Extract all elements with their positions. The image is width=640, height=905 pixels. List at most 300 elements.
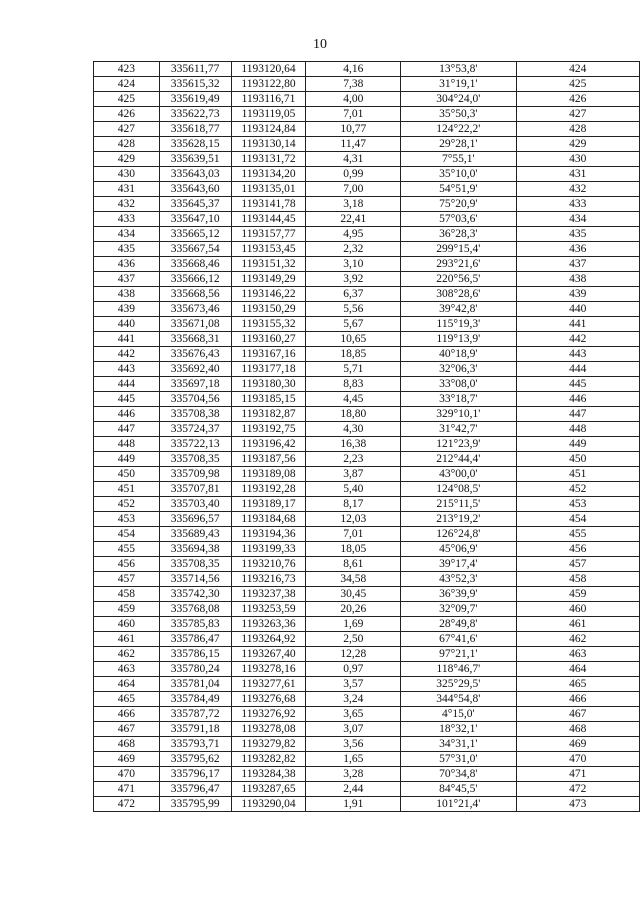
y-coordinate-cell: 1193180,30	[231, 377, 306, 392]
bearing-cell: 75°20,9'	[401, 197, 517, 212]
x-coordinate-cell: 335694,38	[159, 542, 231, 557]
y-coordinate-cell: 1193253,59	[231, 602, 306, 617]
x-coordinate-cell: 335786,47	[159, 632, 231, 647]
table-row	[94, 677, 640, 692]
next-point-cell: 428	[516, 122, 639, 137]
table-row	[94, 167, 640, 182]
next-point-cell: 460	[516, 602, 639, 617]
bearing-cell: 67°41,6'	[401, 632, 517, 647]
next-point-cell: 468	[516, 722, 639, 737]
bearing-cell: 329°10,1'	[401, 407, 517, 422]
x-coordinate-cell: 335668,56	[159, 287, 231, 302]
point-number-cell: 463	[94, 662, 160, 677]
bearing-cell: 33°18,7'	[401, 392, 517, 407]
point-number-cell: 447	[94, 422, 160, 437]
point-number-cell: 452	[94, 497, 160, 512]
table-row	[94, 512, 640, 527]
x-coordinate-cell: 335618,77	[159, 122, 231, 137]
table-row	[94, 77, 640, 92]
y-coordinate-cell: 1193192,75	[231, 422, 306, 437]
next-point-cell: 472	[516, 782, 639, 797]
table-row	[94, 272, 640, 287]
table-row	[94, 287, 640, 302]
bearing-cell: 84°45,5'	[401, 782, 517, 797]
x-coordinate-cell: 335768,08	[159, 602, 231, 617]
distance-cell: 0,97	[306, 662, 401, 677]
point-number-cell: 453	[94, 512, 160, 527]
x-coordinate-cell: 335796,47	[159, 782, 231, 797]
x-coordinate-cell: 335643,03	[159, 167, 231, 182]
bearing-cell: 13°53,8'	[401, 62, 517, 77]
x-coordinate-cell: 335673,46	[159, 302, 231, 317]
point-number-cell: 441	[94, 332, 160, 347]
point-number-cell: 443	[94, 362, 160, 377]
x-coordinate-cell: 335785,83	[159, 617, 231, 632]
y-coordinate-cell: 1193151,32	[231, 257, 306, 272]
point-number-cell: 445	[94, 392, 160, 407]
y-coordinate-cell: 1193278,16	[231, 662, 306, 677]
y-coordinate-cell: 1193194,36	[231, 527, 306, 542]
table-row	[94, 617, 640, 632]
distance-cell: 2,32	[306, 242, 401, 257]
next-point-cell: 453	[516, 497, 639, 512]
x-coordinate-cell: 335722,13	[159, 437, 231, 452]
table-row	[94, 107, 640, 122]
next-point-cell: 431	[516, 167, 639, 182]
next-point-cell: 462	[516, 632, 639, 647]
next-point-cell: 470	[516, 752, 639, 767]
x-coordinate-cell: 335639,51	[159, 152, 231, 167]
bearing-cell: 7°55,1'	[401, 152, 517, 167]
table-row	[94, 257, 640, 272]
y-coordinate-cell: 1193141,78	[231, 197, 306, 212]
next-point-cell: 436	[516, 242, 639, 257]
bearing-cell: 121°23,9'	[401, 437, 517, 452]
distance-cell: 10,65	[306, 332, 401, 347]
coordinates-table-body	[94, 62, 640, 812]
distance-cell: 7,01	[306, 107, 401, 122]
table-row	[94, 152, 640, 167]
bearing-cell: 54°51,9'	[401, 182, 517, 197]
point-number-cell: 437	[94, 272, 160, 287]
x-coordinate-cell: 335619,49	[159, 92, 231, 107]
bearing-cell: 45°06,9'	[401, 542, 517, 557]
x-coordinate-cell: 335692,40	[159, 362, 231, 377]
y-coordinate-cell: 1193130,14	[231, 137, 306, 152]
x-coordinate-cell: 335742,30	[159, 587, 231, 602]
x-coordinate-cell: 335780,24	[159, 662, 231, 677]
y-coordinate-cell: 1193282,82	[231, 752, 306, 767]
bearing-cell: 35°10,0'	[401, 167, 517, 182]
distance-cell: 1,69	[306, 617, 401, 632]
x-coordinate-cell: 335708,38	[159, 407, 231, 422]
table-row	[94, 422, 640, 437]
bearing-cell: 29°28,1'	[401, 137, 517, 152]
bearing-cell: 35°50,3'	[401, 107, 517, 122]
y-coordinate-cell: 1193189,17	[231, 497, 306, 512]
table-row	[94, 62, 640, 77]
table-row	[94, 767, 640, 782]
x-coordinate-cell: 335796,17	[159, 767, 231, 782]
point-number-cell: 449	[94, 452, 160, 467]
x-coordinate-cell: 335668,31	[159, 332, 231, 347]
y-coordinate-cell: 1193185,15	[231, 392, 306, 407]
next-point-cell: 441	[516, 317, 639, 332]
point-number-cell: 464	[94, 677, 160, 692]
table-row	[94, 452, 640, 467]
bearing-cell: 28°49,8'	[401, 617, 517, 632]
x-coordinate-cell: 335665,12	[159, 227, 231, 242]
x-coordinate-cell: 335643,60	[159, 182, 231, 197]
distance-cell: 3,92	[306, 272, 401, 287]
y-coordinate-cell: 1193131,72	[231, 152, 306, 167]
x-coordinate-cell: 335784,49	[159, 692, 231, 707]
y-coordinate-cell: 1193155,32	[231, 317, 306, 332]
next-point-cell: 467	[516, 707, 639, 722]
bearing-cell: 70°34,8'	[401, 767, 517, 782]
bearing-cell: 31°42,7'	[401, 422, 517, 437]
next-point-cell: 432	[516, 182, 639, 197]
next-point-cell: 450	[516, 452, 639, 467]
bearing-cell: 325°29,5'	[401, 677, 517, 692]
point-number-cell: 442	[94, 347, 160, 362]
bearing-cell: 118°46,7'	[401, 662, 517, 677]
point-number-cell: 432	[94, 197, 160, 212]
y-coordinate-cell: 1193184,68	[231, 512, 306, 527]
x-coordinate-cell: 335704,56	[159, 392, 231, 407]
table-row	[94, 722, 640, 737]
distance-cell: 1,91	[306, 797, 401, 812]
next-point-cell: 443	[516, 347, 639, 362]
next-point-cell: 437	[516, 257, 639, 272]
next-point-cell: 440	[516, 302, 639, 317]
x-coordinate-cell: 335793,71	[159, 737, 231, 752]
point-number-cell: 435	[94, 242, 160, 257]
table-row	[94, 137, 640, 152]
point-number-cell: 439	[94, 302, 160, 317]
bearing-cell: 33°08,0'	[401, 377, 517, 392]
point-number-cell: 457	[94, 572, 160, 587]
point-number-cell: 440	[94, 317, 160, 332]
next-point-cell: 473	[516, 797, 639, 812]
point-number-cell: 428	[94, 137, 160, 152]
distance-cell: 4,16	[306, 62, 401, 77]
distance-cell: 18,85	[306, 347, 401, 362]
y-coordinate-cell: 1193276,92	[231, 707, 306, 722]
distance-cell: 7,00	[306, 182, 401, 197]
distance-cell: 1,65	[306, 752, 401, 767]
table-row	[94, 332, 640, 347]
distance-cell: 20,26	[306, 602, 401, 617]
y-coordinate-cell: 1193135,01	[231, 182, 306, 197]
x-coordinate-cell: 335703,40	[159, 497, 231, 512]
point-number-cell: 423	[94, 62, 160, 77]
next-point-cell: 447	[516, 407, 639, 422]
table-row	[94, 392, 640, 407]
y-coordinate-cell: 1193120,64	[231, 62, 306, 77]
table-row	[94, 362, 640, 377]
distance-cell: 18,80	[306, 407, 401, 422]
bearing-cell: 344°54,8'	[401, 692, 517, 707]
bearing-cell: 57°31,0'	[401, 752, 517, 767]
point-number-cell: 429	[94, 152, 160, 167]
bearing-cell: 299°15,4'	[401, 242, 517, 257]
y-coordinate-cell: 1193267,40	[231, 647, 306, 662]
x-coordinate-cell: 335795,62	[159, 752, 231, 767]
x-coordinate-cell: 335787,72	[159, 707, 231, 722]
x-coordinate-cell: 335708,35	[159, 452, 231, 467]
point-number-cell: 446	[94, 407, 160, 422]
y-coordinate-cell: 1193278,08	[231, 722, 306, 737]
x-coordinate-cell: 335795,99	[159, 797, 231, 812]
y-coordinate-cell: 1193144,45	[231, 212, 306, 227]
x-coordinate-cell: 335666,12	[159, 272, 231, 287]
point-number-cell: 458	[94, 587, 160, 602]
next-point-cell: 452	[516, 482, 639, 497]
y-coordinate-cell: 1193182,87	[231, 407, 306, 422]
point-number-cell: 456	[94, 557, 160, 572]
bearing-cell: 213°19,2'	[401, 512, 517, 527]
point-number-cell: 425	[94, 92, 160, 107]
x-coordinate-cell: 335676,43	[159, 347, 231, 362]
x-coordinate-cell: 335696,57	[159, 512, 231, 527]
point-number-cell: 461	[94, 632, 160, 647]
y-coordinate-cell: 1193150,29	[231, 302, 306, 317]
y-coordinate-cell: 1193134,20	[231, 167, 306, 182]
table-row	[94, 557, 640, 572]
point-number-cell: 460	[94, 617, 160, 632]
next-point-cell: 459	[516, 587, 639, 602]
bearing-cell: 220°56,5'	[401, 272, 517, 287]
table-row	[94, 347, 640, 362]
table-row	[94, 692, 640, 707]
table-row	[94, 647, 640, 662]
distance-cell: 3,10	[306, 257, 401, 272]
table-row	[94, 467, 640, 482]
point-number-cell: 444	[94, 377, 160, 392]
y-coordinate-cell: 1193146,22	[231, 287, 306, 302]
y-coordinate-cell: 1193122,80	[231, 77, 306, 92]
point-number-cell: 466	[94, 707, 160, 722]
next-point-cell: 454	[516, 512, 639, 527]
next-point-cell: 466	[516, 692, 639, 707]
x-coordinate-cell: 335724,37	[159, 422, 231, 437]
table-row	[94, 92, 640, 107]
point-number-cell: 454	[94, 527, 160, 542]
next-point-cell: 455	[516, 527, 639, 542]
next-point-cell: 424	[516, 62, 639, 77]
next-point-cell: 439	[516, 287, 639, 302]
table-row	[94, 782, 640, 797]
distance-cell: 2,23	[306, 452, 401, 467]
table-row	[94, 212, 640, 227]
bearing-cell: 126°24,8'	[401, 527, 517, 542]
table-row	[94, 632, 640, 647]
point-number-cell: 469	[94, 752, 160, 767]
distance-cell: 12,03	[306, 512, 401, 527]
table-row	[94, 122, 640, 137]
point-number-cell: 451	[94, 482, 160, 497]
y-coordinate-cell: 1193189,08	[231, 467, 306, 482]
x-coordinate-cell: 335671,08	[159, 317, 231, 332]
table-row	[94, 482, 640, 497]
table-row	[94, 527, 640, 542]
bearing-cell: 124°08,5'	[401, 482, 517, 497]
table-row	[94, 662, 640, 677]
next-point-cell: 457	[516, 557, 639, 572]
y-coordinate-cell: 1193124,84	[231, 122, 306, 137]
table-row	[94, 227, 640, 242]
bearing-cell: 43°00,0'	[401, 467, 517, 482]
distance-cell: 0,99	[306, 167, 401, 182]
distance-cell: 3,28	[306, 767, 401, 782]
y-coordinate-cell: 1193187,56	[231, 452, 306, 467]
bearing-cell: 32°06,3'	[401, 362, 517, 377]
y-coordinate-cell: 1193119,05	[231, 107, 306, 122]
coordinates-table	[93, 61, 640, 812]
point-number-cell: 470	[94, 767, 160, 782]
bearing-cell: 31°19,1'	[401, 77, 517, 92]
next-point-cell: 469	[516, 737, 639, 752]
distance-cell: 3,18	[306, 197, 401, 212]
bearing-cell: 18°32,1'	[401, 722, 517, 737]
bearing-cell: 308°28,6'	[401, 287, 517, 302]
distance-cell: 8,17	[306, 497, 401, 512]
y-coordinate-cell: 1193160,27	[231, 332, 306, 347]
next-point-cell: 445	[516, 377, 639, 392]
point-number-cell: 459	[94, 602, 160, 617]
next-point-cell: 444	[516, 362, 639, 377]
point-number-cell: 436	[94, 257, 160, 272]
x-coordinate-cell: 335714,56	[159, 572, 231, 587]
distance-cell: 3,07	[306, 722, 401, 737]
distance-cell: 30,45	[306, 587, 401, 602]
bearing-cell: 57°03,6'	[401, 212, 517, 227]
y-coordinate-cell: 1193149,29	[231, 272, 306, 287]
next-point-cell: 448	[516, 422, 639, 437]
distance-cell: 7,01	[306, 527, 401, 542]
x-coordinate-cell: 335791,18	[159, 722, 231, 737]
bearing-cell: 119°13,9'	[401, 332, 517, 347]
point-number-cell: 431	[94, 182, 160, 197]
table-row	[94, 572, 640, 587]
table-row	[94, 242, 640, 257]
next-point-cell: 461	[516, 617, 639, 632]
bearing-cell: 97°21,1'	[401, 647, 517, 662]
y-coordinate-cell: 1193264,92	[231, 632, 306, 647]
next-point-cell: 471	[516, 767, 639, 782]
distance-cell: 4,95	[306, 227, 401, 242]
distance-cell: 4,45	[306, 392, 401, 407]
table-row	[94, 797, 640, 812]
distance-cell: 16,38	[306, 437, 401, 452]
next-point-cell: 430	[516, 152, 639, 167]
table-row	[94, 197, 640, 212]
bearing-cell: 4°15,0'	[401, 707, 517, 722]
y-coordinate-cell: 1193290,04	[231, 797, 306, 812]
table-row	[94, 707, 640, 722]
bearing-cell: 115°19,3'	[401, 317, 517, 332]
next-point-cell: 429	[516, 137, 639, 152]
y-coordinate-cell: 1193287,65	[231, 782, 306, 797]
distance-cell: 18,05	[306, 542, 401, 557]
next-point-cell: 456	[516, 542, 639, 557]
x-coordinate-cell: 335708,35	[159, 557, 231, 572]
distance-cell: 2,44	[306, 782, 401, 797]
point-number-cell: 471	[94, 782, 160, 797]
y-coordinate-cell: 1193277,61	[231, 677, 306, 692]
next-point-cell: 426	[516, 92, 639, 107]
distance-cell: 3,56	[306, 737, 401, 752]
distance-cell: 10,77	[306, 122, 401, 137]
distance-cell: 3,24	[306, 692, 401, 707]
y-coordinate-cell: 1193116,71	[231, 92, 306, 107]
distance-cell: 3,57	[306, 677, 401, 692]
next-point-cell: 449	[516, 437, 639, 452]
table-row	[94, 737, 640, 752]
bearing-cell: 304°24,0'	[401, 92, 517, 107]
bearing-cell: 101°21,4'	[401, 797, 517, 812]
point-number-cell: 465	[94, 692, 160, 707]
y-coordinate-cell: 1193276,68	[231, 692, 306, 707]
point-number-cell: 455	[94, 542, 160, 557]
y-coordinate-cell: 1193237,38	[231, 587, 306, 602]
x-coordinate-cell: 335697,18	[159, 377, 231, 392]
x-coordinate-cell: 335611,77	[159, 62, 231, 77]
distance-cell: 5,71	[306, 362, 401, 377]
point-number-cell: 426	[94, 107, 160, 122]
page-number: 10	[313, 37, 327, 52]
next-point-cell: 458	[516, 572, 639, 587]
point-number-cell: 448	[94, 437, 160, 452]
next-point-cell: 451	[516, 467, 639, 482]
point-number-cell: 424	[94, 77, 160, 92]
bearing-cell: 124°22,2'	[401, 122, 517, 137]
next-point-cell: 464	[516, 662, 639, 677]
table-row	[94, 407, 640, 422]
bearing-cell: 40°18,9'	[401, 347, 517, 362]
bearing-cell: 293°21,6'	[401, 257, 517, 272]
table-row	[94, 317, 640, 332]
y-coordinate-cell: 1193157,77	[231, 227, 306, 242]
distance-cell: 6,37	[306, 287, 401, 302]
distance-cell: 4,30	[306, 422, 401, 437]
x-coordinate-cell: 335668,46	[159, 257, 231, 272]
y-coordinate-cell: 1193196,42	[231, 437, 306, 452]
distance-cell: 5,67	[306, 317, 401, 332]
x-coordinate-cell: 335689,43	[159, 527, 231, 542]
distance-cell: 8,83	[306, 377, 401, 392]
y-coordinate-cell: 1193153,45	[231, 242, 306, 257]
distance-cell: 34,58	[306, 572, 401, 587]
y-coordinate-cell: 1193210,76	[231, 557, 306, 572]
bearing-cell: 43°52,3'	[401, 572, 517, 587]
distance-cell: 5,40	[306, 482, 401, 497]
point-number-cell: 427	[94, 122, 160, 137]
x-coordinate-cell: 335786,15	[159, 647, 231, 662]
next-point-cell: 434	[516, 212, 639, 227]
point-number-cell: 468	[94, 737, 160, 752]
next-point-cell: 435	[516, 227, 639, 242]
y-coordinate-cell: 1193167,16	[231, 347, 306, 362]
next-point-cell: 425	[516, 77, 639, 92]
y-coordinate-cell: 1193279,82	[231, 737, 306, 752]
distance-cell: 22,41	[306, 212, 401, 227]
distance-cell: 5,56	[306, 302, 401, 317]
y-coordinate-cell: 1193263,36	[231, 617, 306, 632]
table-row	[94, 437, 640, 452]
x-coordinate-cell: 335667,54	[159, 242, 231, 257]
